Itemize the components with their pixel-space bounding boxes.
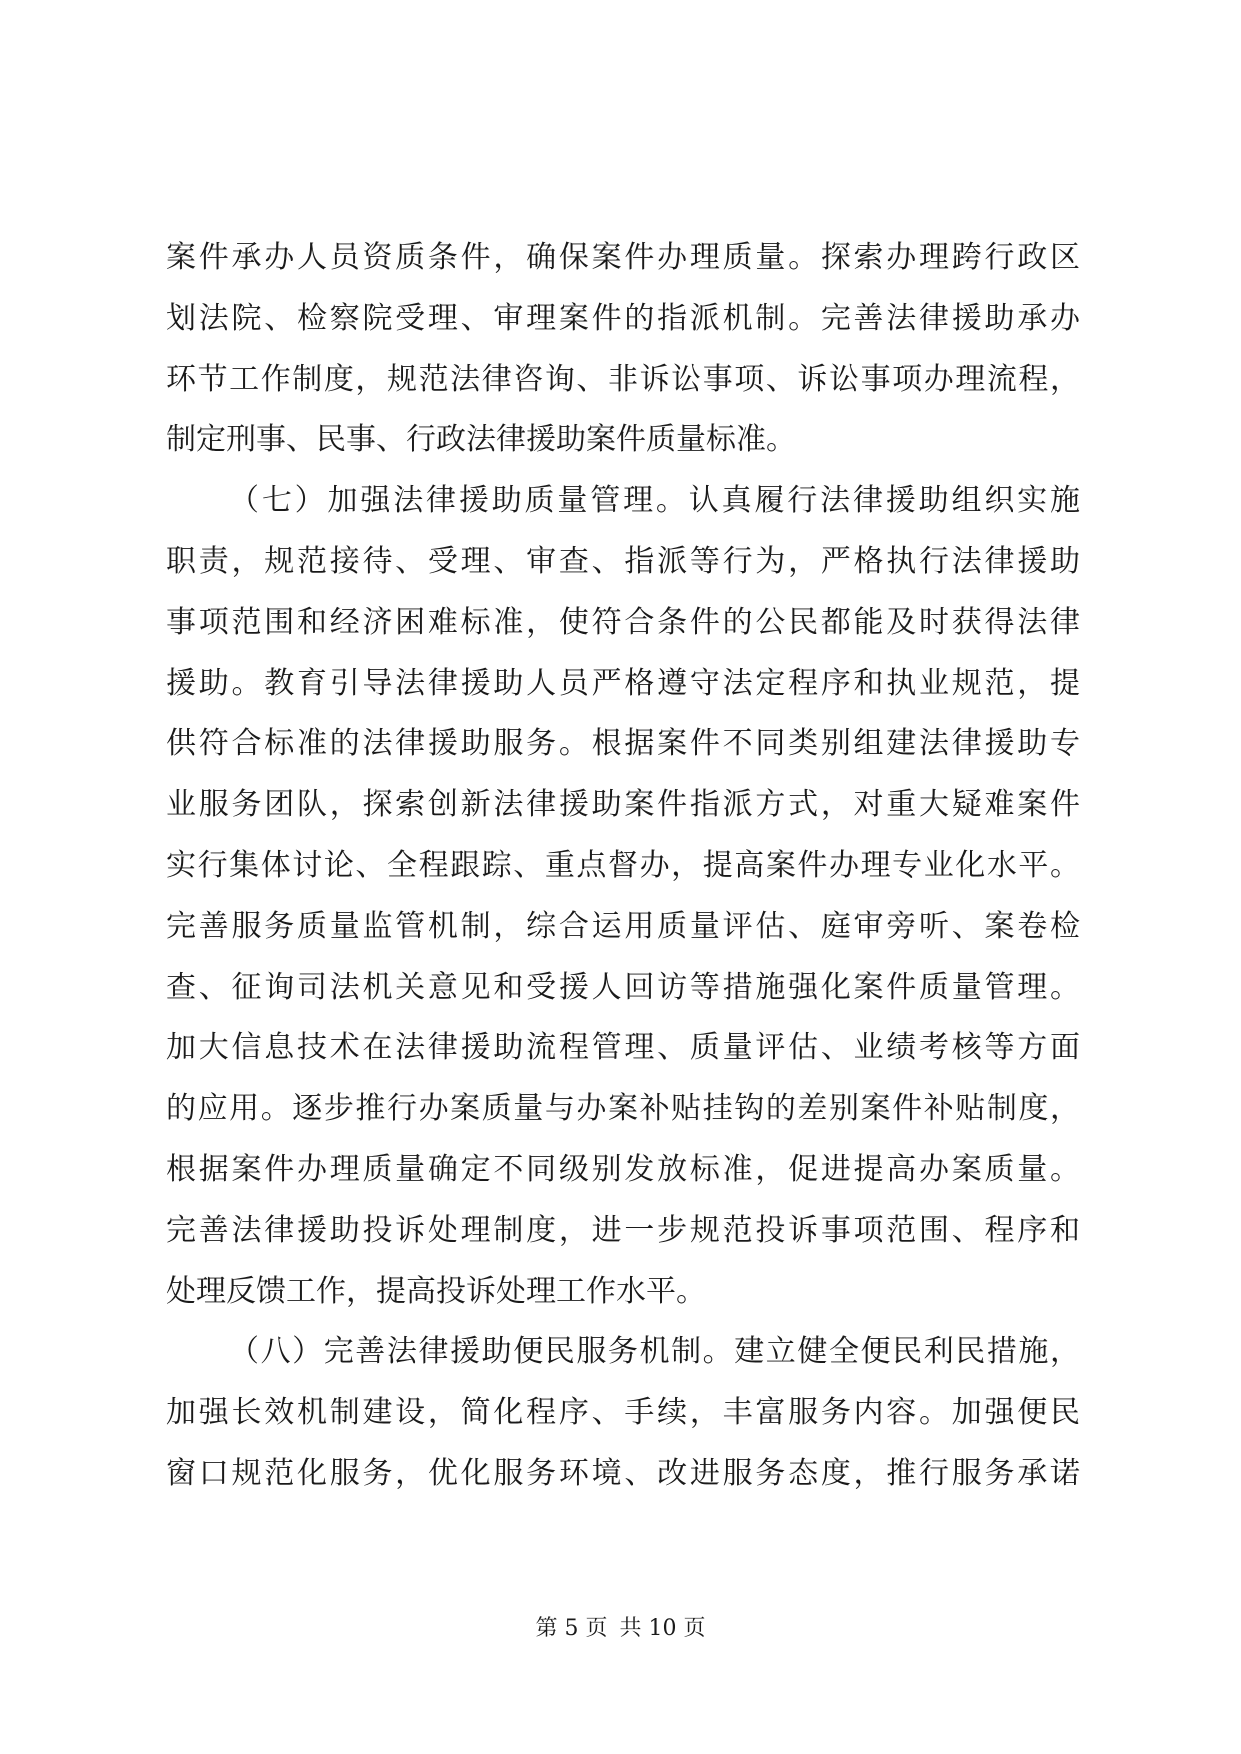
text-line: 实行集体讨论、全程跟踪、重点督办，提高案件办理专业化水平。 (166, 847, 1080, 883)
text-line: 供符合标准的法律援助服务。根据案件不同类别组建法律援助专 (166, 726, 1080, 762)
text-line: 加强长效机制建设，简化程序、手续，丰富服务内容。加强便民 (166, 1395, 1080, 1431)
paragraph-section-7 (166, 471, 1080, 1322)
text-line: （八）完善法律援助便民服务机制。建立健全便民利民措施， (229, 1334, 1080, 1370)
page-footer (0, 1614, 1241, 1644)
text-line: 窗口规范化服务，优化服务环境、改进服务态度，推行服务承诺 (166, 1455, 1080, 1491)
text-line: 事项范围和经济困难标准，使符合条件的公民都能及时获得法律 (166, 604, 1080, 640)
text-line: 援助。教育引导法律援助人员严格遵守法定程序和执业规范，提 (166, 665, 1080, 701)
page-total: 共 10 页 (619, 1616, 706, 1641)
document-body (166, 228, 1080, 1505)
text-line: （七）加强法律援助质量管理。认真履行法律援助组织实施 (229, 483, 1080, 519)
text-line: 的应用。逐步推行办案质量与办案补贴挂钩的差别案件补贴制度， (166, 1091, 1080, 1127)
text-line: 案件承办人员资质条件，确保案件办理质量。探索办理跨行政区 (166, 240, 1080, 275)
text-line: 制定刑事、民事、行政法律援助案件质量标准。 (166, 422, 796, 458)
text-line: 业服务团队，探索创新法律援助案件指派方式，对重大疑难案件 (166, 787, 1080, 823)
text-line: 查、征询司法机关意见和受援人回访等措施强化案件质量管理。 (166, 969, 1080, 1005)
text-line: 处理反馈工作，提高投诉处理工作水平。 (166, 1273, 706, 1309)
text-line: 根据案件办理质量确定不同级别发放标准，促进提高办案质量。 (166, 1151, 1080, 1187)
paragraph-section-8 (166, 1322, 1080, 1504)
text-line: 环节工作制度，规范法律咨询、非诉讼事项、诉讼事项办理流程， (166, 361, 1080, 397)
page-number: 第 5 页 (535, 1616, 608, 1641)
text-line: 划法院、检察院受理、审理案件的指派机制。完善法律援助承办 (166, 300, 1080, 336)
paragraph-continuation (166, 228, 1080, 471)
text-line: 加大信息技术在法律援助流程管理、质量评估、业绩考核等方面 (166, 1030, 1080, 1066)
text-line: 完善法律援助投诉处理制度，进一步规范投诉事项范围、程序和 (166, 1212, 1080, 1248)
text-line: 完善服务质量监管机制，综合运用质量评估、庭审旁听、案卷检 (166, 908, 1080, 944)
text-line: 职责，规范接待、受理、审查、指派等行为，严格执行法律援助 (166, 543, 1080, 579)
